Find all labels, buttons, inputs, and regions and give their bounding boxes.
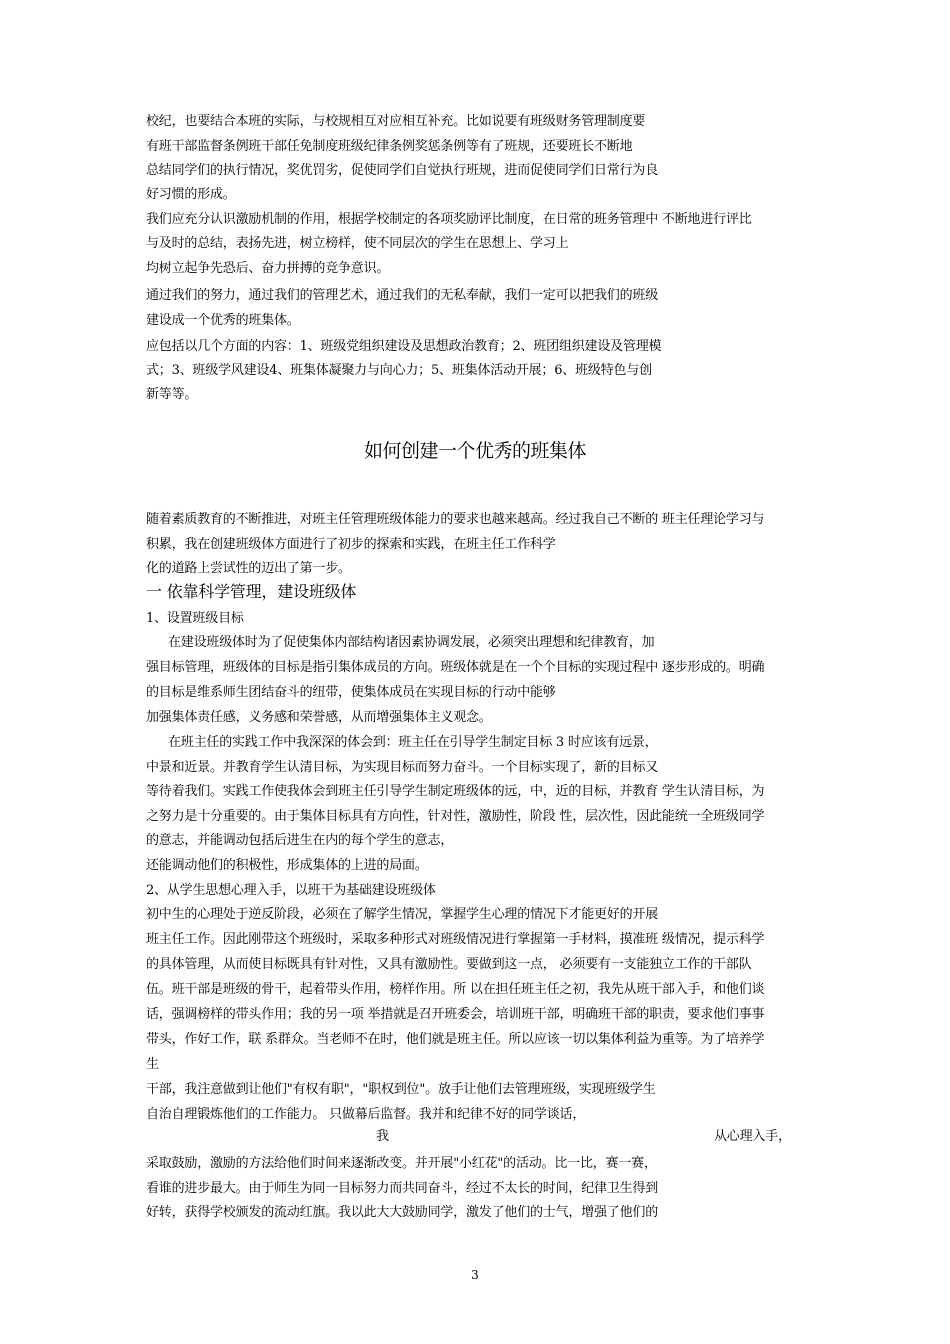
text-line: 话，强调榜样的带头作用；我的另一项 举措就是召开班委会，培训班干部，明确班干部的职责，要求他们事事 <box>146 1007 765 1022</box>
text-line: 看谁的进步最大。由于师生为同一目标努力而共同奋斗，经过不太长的时间，纪律卫生得到 <box>146 1181 659 1196</box>
text-line: 我们应充分认识激励机制的作用，根据学校制定的各项奖励评比制度，在日常的班务管理中 不断地进行评比 <box>146 212 752 227</box>
text-fragment: 我 <box>376 1129 389 1144</box>
text-line: 中景和近景。并教育学生认清目标，为实现目标而努力奋斗。一个目标实现了，新的目标又 <box>146 760 659 775</box>
text-line: 随着素质教育的不断推进，对班主任管理班级体能力的要求也越来越高。经过我自己不断的 班主任理论学习与 <box>146 512 765 527</box>
text-line: 生 <box>146 1057 159 1072</box>
text-line: 均树立起争先恐后、奋力拼搏的竞争意识。 <box>146 261 390 276</box>
text-line: 加强集体责任感，义务感和荣誉感，从而增强集体主义观念。 <box>146 710 492 725</box>
text-line: 采取鼓励，激励的方法给他们时间来逐渐改变。并开展"小红花"的活动。比一比，赛一赛， <box>146 1156 657 1171</box>
text-line: 新等等。 <box>146 387 198 402</box>
text-line: 化的道路上尝试性的迈出了第一步。 <box>146 561 351 576</box>
text-line: 积累，我在创建班级体方面进行了初步的探索和实践，在班主任工作科学 <box>146 537 556 552</box>
text-line: 强目标管理，班级体的目标是指引集体成员的方向。班级体就是在一个个目标的实现过程中 逐步形成的。明确 <box>146 660 765 675</box>
text-line: 在建设班级体时为了促使集体内部结构诸因素协调发展，必须突出理想和纪律教育，加 <box>168 635 655 650</box>
text-line: 还能调动他们的积极性，形成集体的上进的局面。 <box>146 858 428 873</box>
text-line: 校纪，也要结合本班的实际，与校规相互对应相互补充。比如说要有班级财务管理制度要 <box>146 114 646 129</box>
text-line: 在班主任的实践工作中我深深的体会到：班主任在引导学生制定目标 3 时应该有远景， <box>168 735 658 750</box>
page-title: 如何创建一个优秀的班集体 <box>363 440 586 462</box>
section-heading: 一 依靠科学管理，建设班级体 <box>146 582 357 601</box>
text-line: 好习惯的形成。 <box>146 187 236 202</box>
text-line: 建设成一个优秀的班集体。 <box>146 313 300 328</box>
text-line: 的目标是维系师生团结奋斗的纽带，使集体成员在实现目标的行动中能够 <box>146 685 556 700</box>
text-line: 班主任工作。因此刚带这个班级时，采取多种形式对班级情况进行掌握第一手材料，摸准班 级情况，提示科学 <box>146 932 765 947</box>
text-line: 带头，作好工作，联 系群众。当老师不在时，他们就是班主任。所以应该一切以集体利益为重等。为了培养学 <box>146 1032 765 1047</box>
text-line: 应包括以几个方面的内容：1、班级党组织建设及思想政治教育；2、班团组织建设及管理模 <box>146 339 662 354</box>
text-line: 与及时的总结，表扬先进，树立榜样，使不同层次的学生在思想上、学习上 <box>146 236 569 251</box>
text-line: 的意志，并能调动包括后进生在内的每个学生的意志， <box>146 833 454 848</box>
text-line: 通过我们的努力，通过我们的管理艺术，通过我们的无私奉献，我们一定可以把我们的班级 <box>146 288 659 303</box>
text-line: 干部，我注意做到让他们"有权有职"，"职权到位"。放手让他们去管理班级，实现班级学生 <box>146 1082 656 1097</box>
text-line: 伍。班干部是班级的骨干，起着带头作用，榜样作用。所 以在担任班主任之初，我先从班干部入手，和他们谈 <box>146 982 765 997</box>
text-line: 自治自理锻炼他们的工作能力。 只做幕后监督。我并和纪律不好的同学谈话， <box>146 1107 586 1122</box>
subsection-heading: 1、设置班级目标 <box>146 611 244 626</box>
page-number: 3 <box>471 1268 479 1282</box>
text-fragment: 从心理入手， <box>714 1129 791 1144</box>
subsection-heading: 2、从学生思想心理入手，以班干为基础建设班级体 <box>146 883 436 898</box>
text-line: 有班干部监督条例班干部任免制度班级纪律条例奖惩条例等有了班规，还要班长不断地 <box>146 139 633 154</box>
text-line: 总结同学们的执行情况，奖优罚劣，促使同学们自觉执行班规，进而促使同学们日常行为良 <box>146 163 659 178</box>
text-line: 等待着我们。实践工作使我体会到班主任引导学生制定班级体的远，中，近的目标，并教育 学生认清目标，为 <box>146 784 765 799</box>
text-line: 初中生的心理处于逆反阶段，必须在了解学生情况，掌握学生心理的情况下才能更好的开展 <box>146 907 659 922</box>
text-line: 好转，获得学校颁发的流动红旗。我以此大大鼓励同学，激发了他们的士气，增强了他们的 <box>146 1205 659 1220</box>
text-line: 式；3、班级学风建设4、班集体凝聚力与向心力；5、班集体活动开展；6、班级特色与创 <box>146 363 652 378</box>
text-line: 的具体管理，从而使目标既具有针对性，又具有激励性。要做到这一点， 必须要有一支能独立工作的干部队 <box>146 957 752 972</box>
text-line: 之努力是十分重要的。由于集体目标具有方向性，针对性，激励性，阶段 性，层次性，因此能统一全班级同学 <box>146 809 765 824</box>
